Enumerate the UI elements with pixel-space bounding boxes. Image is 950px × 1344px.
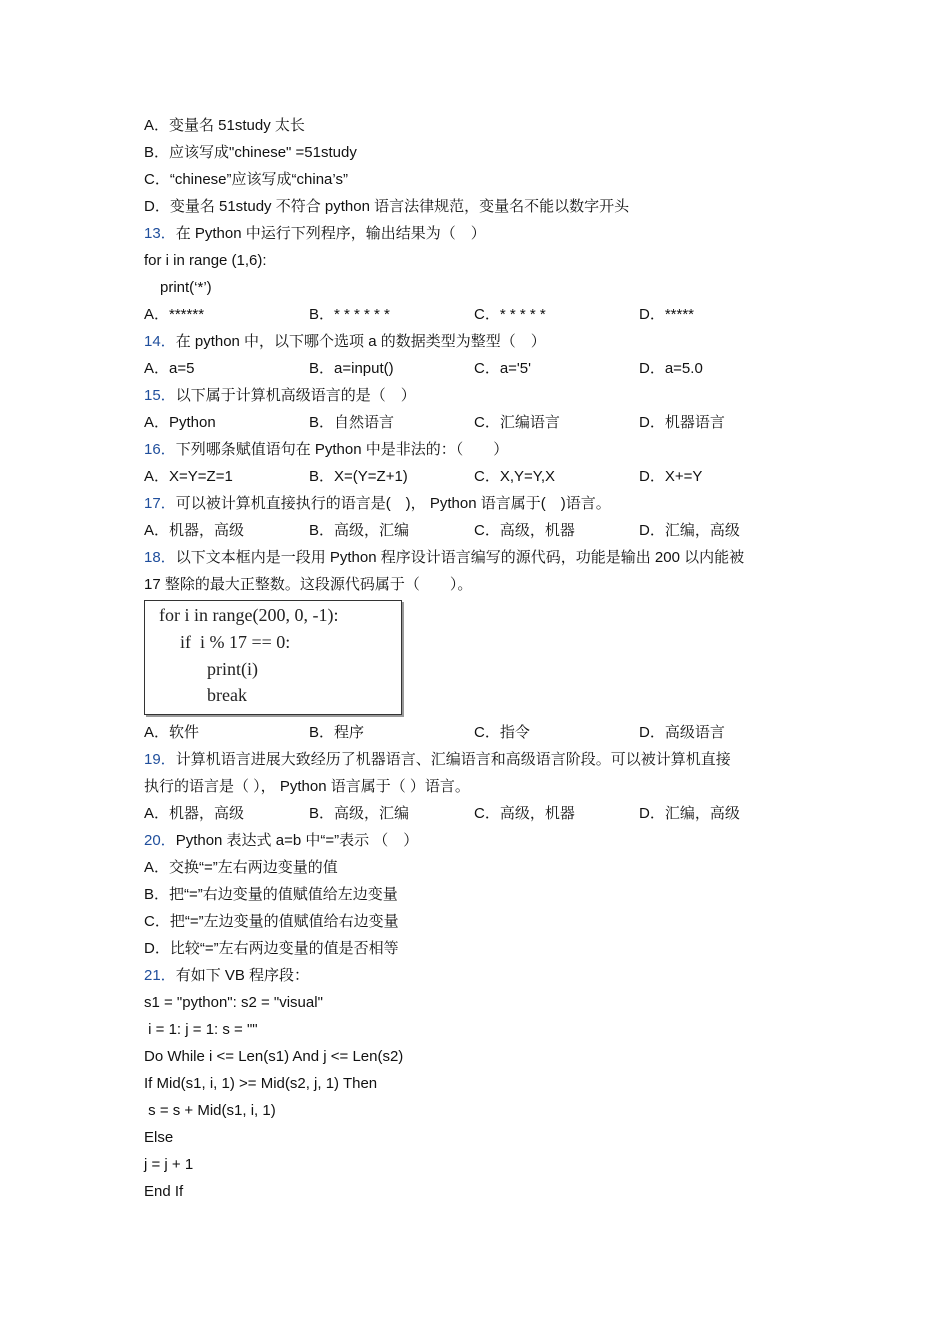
q12-option-a: A．变量名 51study 太长 <box>144 117 305 134</box>
q20-option-d: D．比较“=”左右两边变量的值是否相等 <box>144 940 399 957</box>
q21-number: 21． <box>144 967 176 984</box>
q20-option-c: C．把“=”左边变量的值赋值给右边变量 <box>144 913 399 930</box>
q13-number: 13． <box>144 225 176 242</box>
q21-code-line-2: i = 1: j = 1: s = "" <box>144 1021 258 1038</box>
q15-text: 以下属于计算机高级语言的是（ ） <box>175 387 416 404</box>
q15-options <box>144 409 824 436</box>
q18-code-box <box>144 600 402 715</box>
q16-text: 下列哪条赋值语句在 Python 中是非法的：（ ） <box>175 441 509 458</box>
q19-options <box>144 800 824 827</box>
q19-number: 19． <box>144 751 176 768</box>
q21-code-line-5: s = s + Mid(s1, i, 1) <box>144 1102 276 1119</box>
q15-option-a: A．Python <box>144 414 216 431</box>
q18-code-line-3: print(i) <box>207 659 258 679</box>
q12-option-b: B．应该写成"chinese" =51study <box>144 144 357 161</box>
q18-options <box>144 719 824 746</box>
q13-option-a: A．****** <box>144 306 205 323</box>
q15-option-d: D．机器语言 <box>639 414 725 431</box>
q15-option-c: C．汇编语言 <box>474 414 560 431</box>
q21-text: 有如下 VB 程序段： <box>175 967 310 984</box>
q21-code-line-4: If Mid(s1, i, 1) >= Mid(s2, j, 1) Then <box>144 1075 378 1092</box>
q16-option-c: C．X,Y=Y,X <box>474 468 556 485</box>
q18-option-d: D．高级语言 <box>639 724 725 741</box>
q19-option-d: D．汇编，高级 <box>639 805 740 822</box>
q19-option-a: A．机器，高级 <box>144 805 245 822</box>
q13-option-d: D．***** <box>639 306 695 323</box>
q16-stem <box>144 436 824 463</box>
q13-option-b: B．* * * * * * <box>309 306 390 323</box>
q13-code-line-1: for i in range (1,6): <box>144 252 267 269</box>
q19-option-c: C．高级，机器 <box>474 805 575 822</box>
q15-number: 15． <box>144 387 176 404</box>
q21-code-line-3: Do While i <= Len(s1) And j <= Len(s2) <box>144 1048 404 1065</box>
q18-option-b: B．程序 <box>309 724 365 741</box>
q14-text: 在 python 中，以下哪个选项 a 的数据类型为整型（ ） <box>175 333 546 350</box>
q13-options <box>144 301 824 328</box>
q14-option-b: B．a=input() <box>309 360 394 377</box>
q17-number: 17． <box>144 495 176 512</box>
q21-code-line-8: End If <box>144 1183 184 1200</box>
q17-option-c: C．高级，机器 <box>474 522 575 539</box>
q18-option-c: C．指令 <box>474 724 530 741</box>
q13-text: 在 Python 中运行下列程序，输出结果为（ ） <box>175 225 486 242</box>
q18-number: 18． <box>144 549 176 566</box>
q17-options <box>144 517 824 544</box>
q14-option-c: C．a='5' <box>474 360 532 377</box>
q17-option-d: D．汇编，高级 <box>639 522 740 539</box>
q21-code-line-6: Else <box>144 1129 174 1146</box>
q18-text-line-2: 17 整除的最大正整数。这段源代码属于（ ）。 <box>144 576 473 593</box>
q17-option-b: B．高级，汇编 <box>309 522 410 539</box>
q14-option-a: A．a=5 <box>144 360 195 377</box>
q14-number: 14． <box>144 333 176 350</box>
exam-page <box>144 112 824 1205</box>
q13-code-line-2: print(‘*’) <box>160 279 212 296</box>
q21-stem <box>144 962 824 989</box>
q16-option-b: B．X=(Y=Z+1) <box>309 468 408 485</box>
q17-stem <box>144 490 824 517</box>
q20-option-a: A．交换“=”左右两边变量的值 <box>144 859 338 876</box>
q18-text-line-1: 以下文本框内是一段用 Python 程序设计语言编写的源代码，功能是输出 200 以内能被 <box>175 549 745 566</box>
q20-text: Python 表达式 a=b 中“=”表示 （ ） <box>175 832 419 849</box>
q14-options <box>144 355 824 382</box>
q18-code-line-1: for i in range(200, 0, -1): <box>159 605 339 625</box>
q13-stem <box>144 220 824 247</box>
q16-options <box>144 463 824 490</box>
q19-stem <box>144 746 824 773</box>
q12-option-d: D．变量名 51study 不符合 python 语言法律规范，变量名不能以数字开头 <box>144 198 630 215</box>
q21-code-line-1: s1 = "python": s2 = "visual" <box>144 994 323 1011</box>
q18-option-a: A．软件 <box>144 724 200 741</box>
q18-code-line-2: if i % 17 == 0: <box>180 632 291 652</box>
q14-stem <box>144 328 824 355</box>
q16-option-d: D．X+=Y <box>639 468 703 485</box>
q18-code-line-4: break <box>207 685 247 705</box>
q19-text-line-2: 执行的语言是（ ）， Python 语言属于（ ）语言。 <box>144 778 470 795</box>
q18-stem <box>144 544 824 571</box>
q15-option-b: B．自然语言 <box>309 414 395 431</box>
q16-option-a: A．X=Y=Z=1 <box>144 468 233 485</box>
q16-number: 16． <box>144 441 176 458</box>
q15-stem <box>144 382 824 409</box>
q20-stem <box>144 827 824 854</box>
q19-option-b: B．高级，汇编 <box>309 805 410 822</box>
q19-text-line-1: 计算机语言进展大致经历了机器语言、汇编语言和高级语言阶段。可以被计算机直接 <box>175 751 731 768</box>
q21-code-line-7: j = j + 1 <box>144 1156 194 1173</box>
q17-option-a: A．机器，高级 <box>144 522 245 539</box>
q12-option-c: C．“chinese”应该写成“china’s” <box>144 171 348 188</box>
q20-number: 20． <box>144 832 176 849</box>
q13-option-c: C．* * * * * <box>474 306 546 323</box>
q17-text: 可以被计算机直接执行的语言是( )， Python 语言属于( )语言。 <box>175 495 611 512</box>
q14-option-d: D．a=5.0 <box>639 360 703 377</box>
q20-option-b: B．把“=”右边变量的值赋值给左边变量 <box>144 886 398 903</box>
